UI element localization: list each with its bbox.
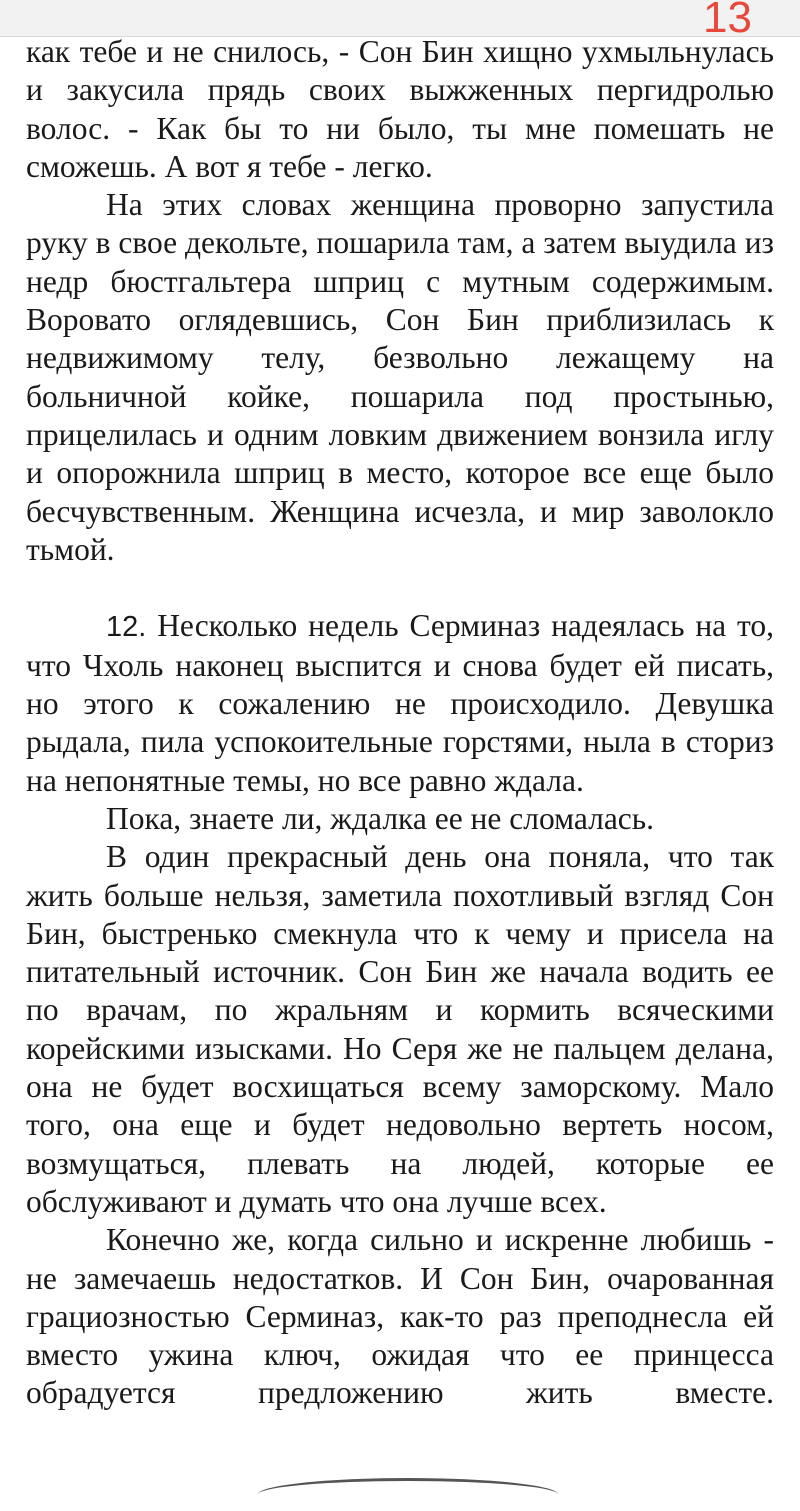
paragraph-2: На этих словах женщина проворно запустила руку в свое декольте, пошарила там, а затем выудила из недр бюстгальтера шприц с мутным содержимым. Воровато оглядевшись, Сон Бин приблизилась к недвижимому телу, безвольно лежащему на больничной койке, пошарила под простынью, прицелилась и одним ловким движением вонзила иглу и опорожнила шприц в место, которое все еще было бесчувственным. Женщина исчезла, и мир заволокло тьмой. [26, 187, 774, 567]
paragraph-4: Пока, знаете ли, ждалка ее не сломалась. [106, 800, 655, 836]
paragraph-1: как тебе и не снилось, - Сон Бин хищно ухмыльнулась и закусила прядь своих выжженных пергидролью волос. - Как бы то ни было, ты мне помешать не сможешь. А вот я тебе - легко. [26, 34, 774, 184]
top-bar [0, 0, 800, 37]
paragraph-gap [26, 569, 774, 607]
paragraph-3 [26, 607, 774, 799]
paragraph-6: Конечно же, когда сильно и искренне любишь - не замечаешь недостатков. И Сон Бин, очарованная грациозностью Серминаз, как-то раз преподнесла ей вместо ужина ключ, ожидая что ее принцесса обрадуется предложению жить вместе. [26, 1222, 774, 1411]
paragraph-5: В один прекрасный день она поняла, что так жить больше нельзя, заметила похотливый взгляд Сон Бин, быстренько смекнула что к чему и присела на питательный источник. Сон Бин же начала водить ее по врачам, по жральням и кормить всяческими корейскими изысками. Но Серя же не пальцем делана, она не будет восхищаться всему заморскому. Мало того, она еще и будет недовольно вертеть носом, возмущаться, плевать на людей, которые ее обслуживают и думать что она лучше всех. [26, 839, 774, 1219]
page-text [26, 33, 774, 1413]
paragraph-3-text: Несколько недель Серминаз надеялась на то, что Чхоль наконец выспится и снова будет ей писать, но этого к сожалению не происходило. Девушка рыдала, пила успокоительные горстями, ныла в сториз на непонятные темы, но все равно ждала. [26, 608, 774, 798]
page-number: 13 [703, 0, 752, 42]
scroll-indicator [258, 1478, 558, 1511]
chapter-number: 12. [106, 611, 147, 644]
